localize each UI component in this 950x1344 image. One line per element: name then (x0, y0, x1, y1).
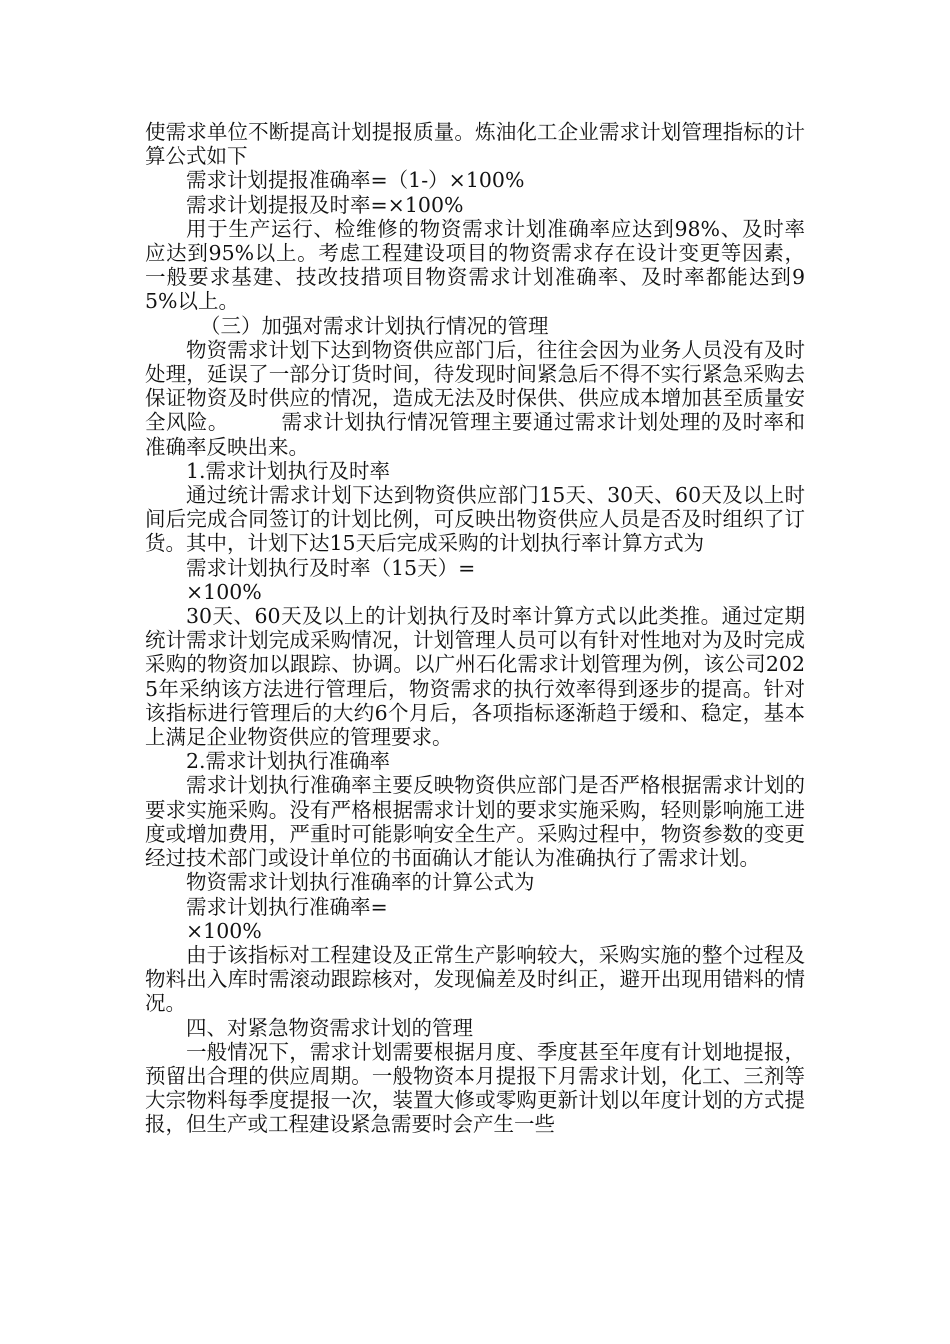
section-heading: （三）加强对需求计划执行情况的管理 (200, 313, 549, 338)
paragraph: 使需求单位不断提高计划提报质量。炼油化工企业需求计划管理指标的计算公式如下 (145, 120, 805, 169)
subsection-heading: 2.需求计划执行准确率 (186, 749, 391, 774)
formula-line: 需求计划提报及时率=×100% (186, 192, 464, 217)
paragraph: 需求计划执行准确率主要反映物资供应部门是否严格根据需求计划的要求实施采购。没有严格根据需求计划的要求实施采购，轻则影响施工进度或增加费用，严重时可能影响安全生产。采购过程中，物资参数的变更经过技术部门或设计单位的书面确认才能认为准确执行了需求计划。 (145, 773, 805, 871)
formula-line: 需求计划执行及时率（15天）= (186, 555, 476, 580)
paragraph: 一般情况下，需求计划需要根据月度、季度甚至年度有计划地提报，预留出合理的供应周期。一般物资本月提报下月需求计划，化工、三剂等大宗物料每季度提报一次，装置大修或零购更新计划以年度计划的方式提报，但生产或工程建设紧急需要时会产生一些 (145, 1039, 805, 1137)
formula-line: ×100% (186, 579, 262, 604)
section-heading: 四、对紧急物资需求计划的管理 (186, 1015, 473, 1040)
paragraph: 由于该指标对工程建设及正常生产影响较大，采购实施的整个过程及物料出入库时需滚动跟踪核对，发现偏差及时纠正，避开出现用错料的情况。 (145, 942, 805, 1016)
document-body (145, 120, 805, 1137)
formula-line: ×100% (186, 918, 262, 943)
formula-line: 需求计划提报准确率=（1-）×100% (186, 168, 525, 193)
paragraph: 通过统计需求计划下达到物资供应部门15天、30天、60天及以上时间后完成合同签订的计划比例，可反映出物资供应人员是否及时组织了订货。其中，计划下达15天后完成采购的计划执行率计算方式为 (145, 483, 805, 556)
paragraph: 物资需求计划下达到物资供应部门后，往往会因为业务人员没有及时处理，延误了一部分订货时间，待发现时间紧急后不得不实行紧急采购去保证物资及时供应的情况，造成无法及时保供、供应成本增加甚至质量安全风险。 需求计划执行情况管理主要通过需求计划处理的及时率和准确率反映出来。 (145, 337, 805, 459)
paragraph: 物资需求计划执行准确率的计算公式为 (186, 870, 535, 895)
formula-line: 需求计划执行准确率= (186, 894, 388, 919)
paragraph: 用于生产运行、检维修的物资需求计划准确率应达到98%、及时率应达到95%以上。考虑工程建设项目的物资需求存在设计变更等因素，一般要求基建、技改技措项目物资需求计划准确率、及时率都能达到95%以上。 (145, 216, 805, 314)
subsection-heading: 1.需求计划执行及时率 (186, 458, 391, 483)
paragraph: 30天、60天及以上的计划执行及时率计算方式以此类推。通过定期统计需求计划完成采购情况，计划管理人员可以有针对性地对为及时完成采购的物资加以跟踪、协调。以广州石化需求计划管理为例，该公司2025年采纳该方法进行管理后，物资需求的执行效率得到逐步的提高。针对该指标进行管理后的大约6个月后，各项指标逐渐趋于缓和、稳定，基本上满足企业物资供应的管理要求。 (145, 604, 805, 750)
